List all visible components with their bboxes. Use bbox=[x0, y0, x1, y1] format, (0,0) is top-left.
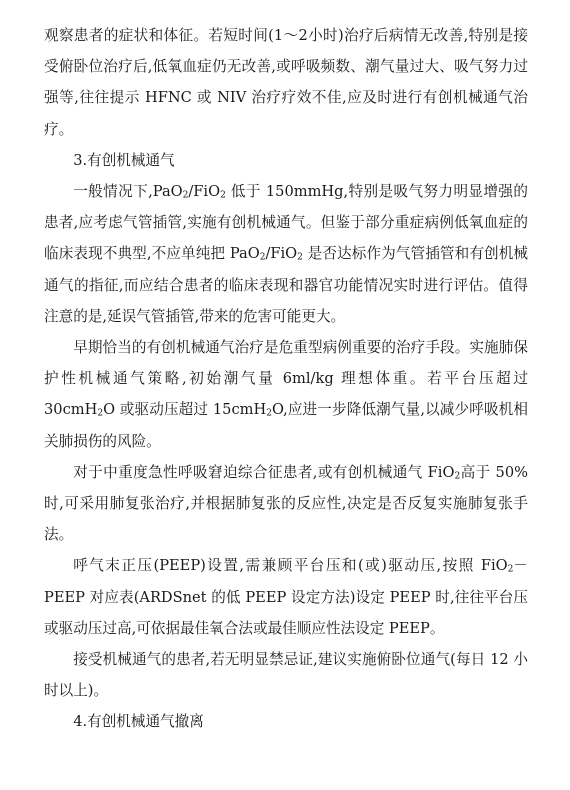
subscript: 2 bbox=[297, 252, 303, 263]
text-run: /FiO bbox=[188, 183, 221, 201]
text-run: 对于中重度急性呼吸窘迫综合征患者,或有创机械通气 FiO bbox=[73, 463, 455, 481]
section-heading-weaning: 4.有创机械通气撤离 bbox=[73, 713, 204, 731]
paragraph-intubation-criteria bbox=[44, 176, 528, 332]
text-run: 呼气末正压(PEEP)设置,需兼顾平台压和(或)驱动压,按照 FiO bbox=[73, 557, 508, 575]
subscript: 2 bbox=[259, 252, 266, 263]
text-run: 一般情况下,PaO bbox=[73, 183, 183, 201]
subscript: 2 bbox=[507, 564, 514, 575]
paragraph-lung-recruitment bbox=[44, 457, 528, 551]
text-run: 是否达标作为气管插管和有创机械通气的指征,而应结合患者的临床表现和器官功能情况实时进行评估。值得注意的是,延误气管插管,带来的危害可能更大。 bbox=[44, 245, 529, 325]
subscript: 2 bbox=[182, 190, 189, 201]
section-heading-invasive-ventilation: 3.有创机械通气 bbox=[73, 151, 175, 169]
paragraph-peep-setting bbox=[44, 550, 528, 644]
text-run: 早期恰当的有创机械通气治疗是危重型病例重要的治疗手段。实施肺保护性机械通气策略,初始潮气量 6ml/kg 理想体重。若平台压超过 30cmH bbox=[44, 339, 528, 419]
paragraph-observe-symptoms: 观察患者的症状和体征。若短时间(1～2小时)治疗后病情无改善,特别是接受俯卧位治疗后,低氧血症仍无改善,或呼吸频数、潮气量过大、吸气努力过强等,往往提示 HFNC 或 NIV 治疗疗效不佳,应及时进行有创机械通气治疗。 bbox=[44, 27, 528, 138]
text-run: 低于 150mmHg,特别是吸气努力明显增强的患者,应考虑气管插管,实施有创机械通气。但鉴于部分重症病例低氧血症的临床表现不典型,不应单纯把 PaO bbox=[44, 183, 528, 263]
subscript: 2 bbox=[220, 190, 226, 201]
text-run: －PEEP 对应表(ARDSnet 的低 PEEP 设定方法)设定 PEEP 时,往往平台压或驱动压过高,可依据最佳氧合法或最佳顺应性法设定 PEEP。 bbox=[44, 557, 528, 637]
subscript: 2 bbox=[266, 408, 272, 419]
text-run: 高于 50%时,可采用肺复张治疗,并根据肺复张的反应性,决定是否反复实施肺复张手法。 bbox=[44, 463, 528, 544]
text-run: O 或驱动压超过 15cmH bbox=[103, 401, 267, 419]
subscript: 2 bbox=[454, 471, 461, 482]
text-run: /FiO bbox=[265, 245, 298, 263]
paragraph-prone-ventilation: 接受机械通气的患者,若无明显禁忌证,建议实施俯卧位通气(每日 12 小时以上)。 bbox=[44, 651, 528, 700]
text-run: O,应进一步降低潮气量,以减少呼吸机相关肺损伤的风险。 bbox=[44, 401, 528, 450]
subscript: 2 bbox=[97, 408, 104, 419]
paragraph-lung-protective-strategy bbox=[44, 332, 528, 457]
